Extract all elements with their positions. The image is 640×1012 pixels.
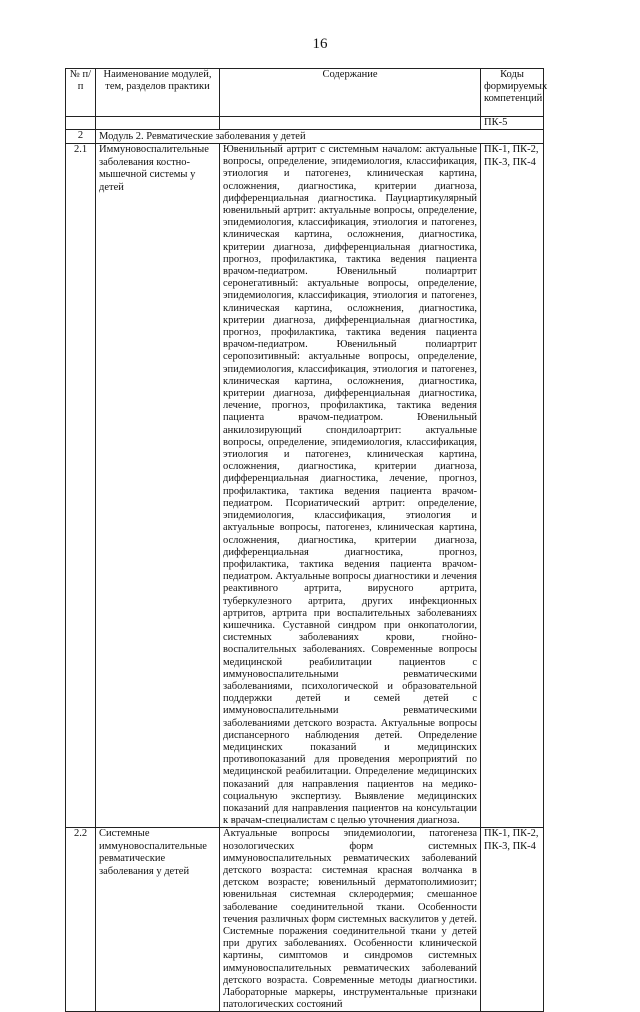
- row-number: 2.1: [66, 144, 96, 828]
- header-codes: Коды формируемых компетенций: [481, 69, 544, 117]
- row-title: Иммуновоспалительные заболевания костно-мышечной системы у детей: [96, 144, 220, 828]
- carry-over-row: [66, 117, 544, 130]
- page-number: 16: [312, 36, 328, 52]
- table-header-row: [66, 69, 544, 117]
- section-row: [66, 130, 544, 144]
- table-row: [66, 144, 544, 828]
- row-number: 2.2: [66, 828, 96, 1012]
- row-content: Ювенильный артрит с системным началом: актуальные вопросы, определение, эпидемиология, классификация, этиология и патогенез, клиническая картина, осложнения, диагностика, критерии диагноза, дифференциальная диагностика. Пауциартикулярный ювенильный артрит: актуальные вопросы, определение, эпидемиология, классификация, этиология и патогенез, клиническая картина, осложнения, диагностика, критерии диагноза, дифференциальная диагностика, прогноз, профилактика, тактика ведения пациента врачом-педиатром. Ювенильный полиартрит серонегативный: актуальные вопросы, определение, эпидемиология, классификация, этиология и патогенез, клиническая картина, осложнения, диагностика, критерии диагноза, дифференциальная диагностика, прогноз, профилактика, тактика ведения пациента врачом-педиатром. Ювенильный полиартрит серопозитивный: актуальные вопросы, определение, эпидемиология, классификация, этиология и патогенез, клиническая картина, осложнения, диагностика, критерии диагноза, дифференциальная диагностика, лечение, прогноз, профилактика, тактика ведения пациента врачом-педиатром. Ювенильный анкилозирующий спондилоартрит: актуальные вопросы, определение, эпидемиология, классификация, этиология и патогенез, клиническая картина, осложнения, диагностика, критерии диагноза, дифференциальная диагностика, лечение, прогноз, профилактика, тактика ведения пациента врачом-педиатром. Псориатический артрит: определение, эпидемиология, классификация, этиология и актуальные вопросы, патогенез, клиническая картина, осложнения, диагностика, критерии диагноза, дифференциальная диагностика, прогноз, профилактика, тактика ведения пациента врачом-педиатром. Актуальные вопросы диагностики и лечения реактивного артрита, вирусного артрита, туберкулезного артрита, других инфекционных артритов, артрита при воспалительных заболеваниях кишечника. Суставной синдром при онкопатологии, системных заболеваниях крови, гнойно-воспалительных заболеваниях. Современные вопросы медицинской реабилитации пациентов с иммуновоспалительными ревматическими заболеваниями, психологической и образовательной поддержки детей и семей детей с иммуновоспалительными ревматическими заболеваниями детского возраста. Актуальные вопросы диспансерного наблюдения детей. Определение медицинских показаний и медицинских противопоказаний для проведения мероприятий по медицинской реабилитации. Определение медицинских показаний для направления пациентов на медико-социальную экспертизу. Выявление медицинских показаний для направления пациентов на консультации к врачам-специалистам с целью уточнения диагноза.: [220, 144, 481, 828]
- row-title: Системные иммуновоспалительные ревматические заболевания у детей: [96, 828, 220, 1012]
- row-codes: ПК-1, ПК-2, ПК-3, ПК-4: [481, 828, 544, 1012]
- header-num: № п/п: [66, 69, 96, 117]
- header-module: Наименование модулей, тем, разделов практики: [96, 69, 220, 117]
- header-content: Содержание: [220, 69, 481, 117]
- row-codes: ПК-1, ПК-2, ПК-3, ПК-4: [481, 144, 544, 828]
- row-content: Актуальные вопросы эпидемиологии, патогенеза нозологических форм системных иммуновоспалительных ревматических заболеваний детского возраста: системная красная волчанка в детском возрасте; ювенильный дерматополимиозит; ювенильная системная склеродермия; смешанное заболевание соединительной ткани. Особенности течения различных форм системных васкулитов у детей. Системные поражения соединительной ткани у детей при других заболеваниях. Особенности клинической картины, симптомов и синдромов системных иммуновоспалительных ревматических заболеваний детского возраста. Современные методы диагностики. Лабораторные маркеры, инструментальные признаки патологических состояний: [220, 828, 481, 1012]
- section-number: 2: [66, 130, 96, 144]
- section-title: Модуль 2. Ревматические заболевания у детей: [96, 130, 544, 144]
- curriculum-table: [65, 68, 548, 1012]
- table-row: [66, 828, 544, 1012]
- carry-over-code: ПК-5: [481, 117, 544, 130]
